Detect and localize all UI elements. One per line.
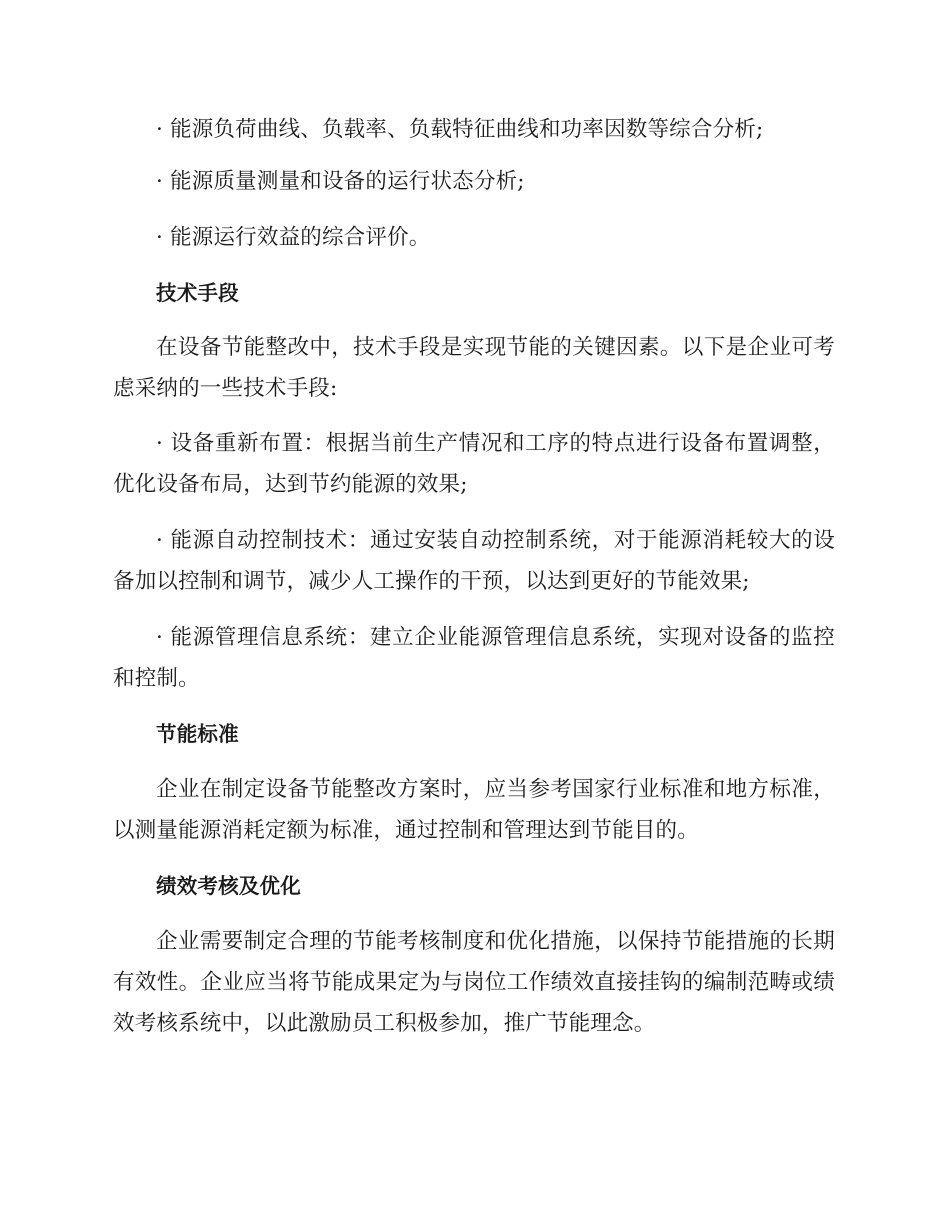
tech-intro-line-2: 虑采纳的一些技术手段: (113, 376, 338, 401)
performance-line-1: 企业需要制定合理的节能考核制度和优化措施，以保持节能措施的长期 (156, 929, 835, 954)
bullet-load-analysis: · 能源负荷曲线、负载率、负载特征曲线和功率因数等综合分析; (156, 117, 764, 142)
standard-line-1: 企业在制定设备节能整改方案时，应当参考国家行业标准和地方标准， (156, 777, 835, 802)
tech-item-2-line-2: 备加以控制和调节，减少人工操作的干预，以达到更好的节能效果; (113, 569, 750, 594)
tech-intro-line-1: 在设备节能整改中，技术手段是实现节能的关键因素。以下是企业可考 (156, 335, 835, 360)
heading-tech-means: 技术手段 (156, 281, 239, 305)
heading-performance: 绩效考核及优化 (156, 874, 301, 898)
tech-item-1-line-2: 优化设备布局，达到节约能源的效果; (113, 472, 468, 497)
bullet-benefit-evaluation: · 能源运行效益的综合评价。 (156, 225, 431, 250)
tech-item-2-line-1: · 能源自动控制技术：通过安装自动控制系统，对于能源消耗较大的设 (156, 528, 835, 553)
tech-item-3-line-1: · 能源管理信息系统：建立企业能源管理信息系统，实现对设备的监控 (156, 625, 835, 650)
tech-item-1-line-1: · 设备重新布置：根据当前生产情况和工序的特点进行设备布置调整， (156, 431, 835, 456)
bullet-quality-measurement: · 能源质量测量和设备的运行状态分析; (156, 169, 525, 194)
heading-energy-standard: 节能标准 (156, 722, 239, 746)
performance-line-3: 效考核系统中，以此激励员工积极参加，推广节能理念。 (113, 1011, 656, 1036)
performance-line-2: 有效性。企业应当将节能成果定为与岗位工作绩效直接挂钩的编制范畴或绩 (113, 970, 835, 995)
standard-line-2: 以测量能源消耗定额为标准，通过控制和管理达到节能目的。 (113, 818, 699, 843)
tech-item-3-line-2: 和控制。 (113, 666, 200, 691)
